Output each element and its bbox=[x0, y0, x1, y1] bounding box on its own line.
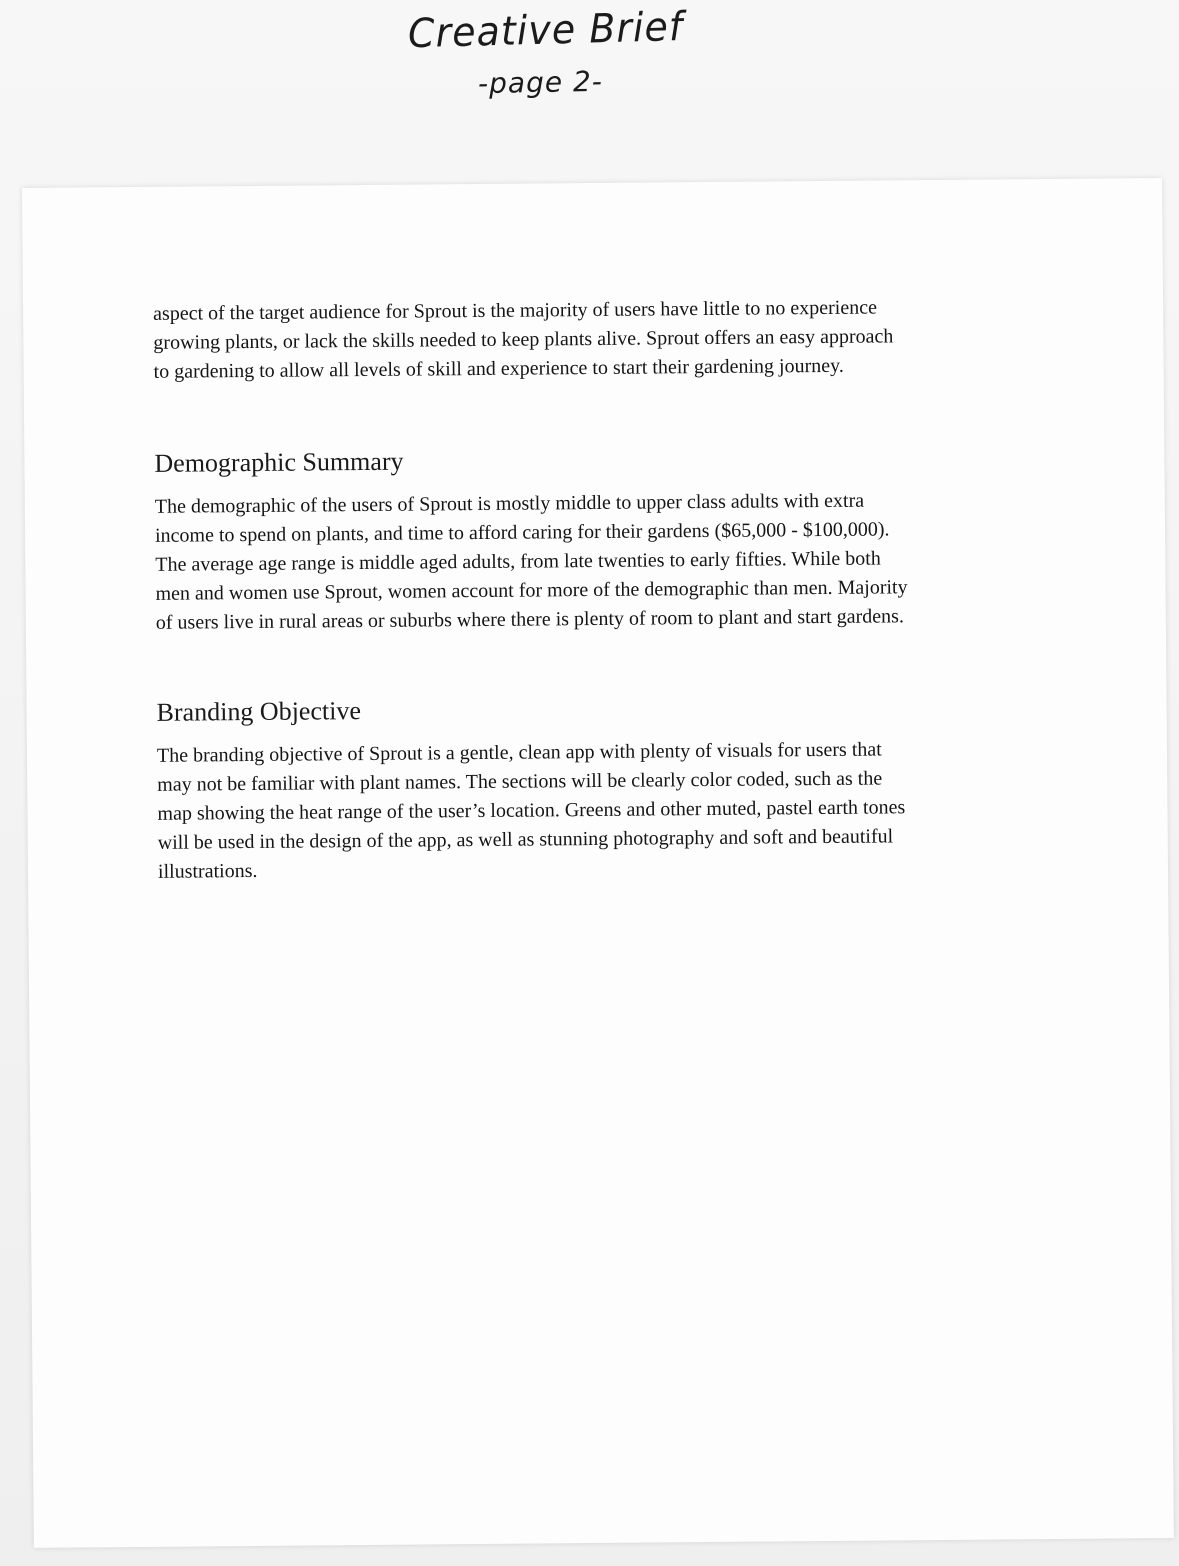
handwritten-title: Creative Brief bbox=[407, 3, 684, 57]
document-content bbox=[153, 293, 918, 887]
handwritten-page-label: -page 2- bbox=[477, 64, 604, 101]
intro-paragraph: aspect of the target audience for Sprout is the majority of users have little to no experience growing plants, or lack the skills needed to keep plants alive. Sprout offers an easy approach to gardening to allow all levels of skill and experience to start their gardening journey. bbox=[153, 296, 894, 383]
branding-objective-heading: Branding Objective bbox=[156, 696, 362, 727]
demographic-summary-paragraph: The demographic of the users of Sprout is mostly middle to upper class adults with extra income to spend on plants, and time to afford caring for their gardens ($65,000 - $100,000). The average age range is middle aged adults, from late twenties to early fifties. While both men and women use Sprout, women account for more of the demographic than men. Majority of users live in rural areas or suburbs where there is plenty of room to plant and start gardens. bbox=[154, 489, 908, 634]
demographic-summary-heading: Demographic Summary bbox=[154, 446, 404, 478]
printed-sheet bbox=[22, 178, 1174, 1548]
branding-objective-paragraph: The branding objective of Sprout is a gentle, clean app with plenty of visuals for users that may not be familiar with plant names. The sections will be clearly color coded, such as the map showing the heat range of the user’s location. Greens and other muted, pastel earth tones will be used in the design of the app, as well as stunning photography and soft and beautiful illustrations. bbox=[156, 738, 906, 883]
